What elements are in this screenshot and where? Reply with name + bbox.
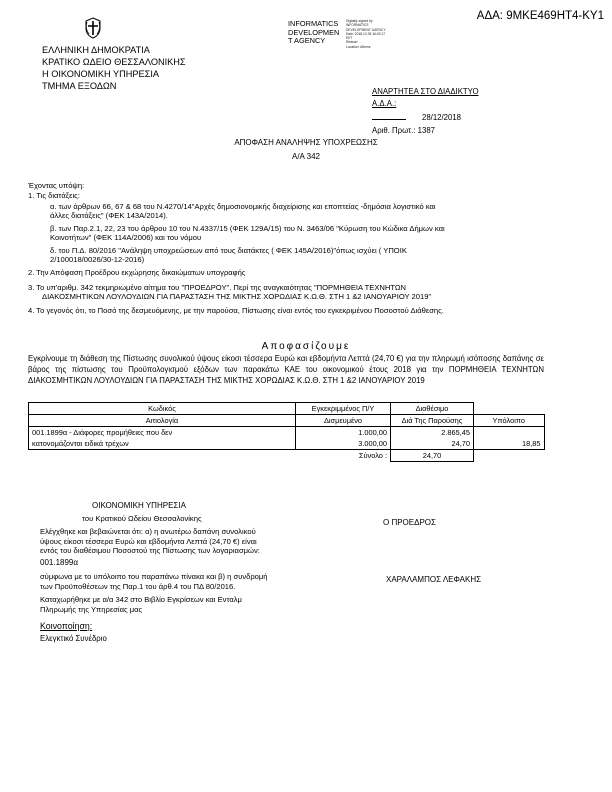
sum-label: Σύνολο :	[358, 451, 387, 460]
finance-account-code: 001.1899α	[40, 558, 78, 567]
credit-table	[28, 402, 545, 462]
header-through: Διά Της Παρούσης	[391, 415, 474, 427]
row-remaining: 18,85	[474, 427, 545, 450]
sum-value: 24,70	[391, 450, 474, 462]
header-code: Κωδικός	[29, 403, 296, 415]
ada-code-header: ΑΔΑ: 9ΜΚΕ469ΗΤ4-ΚΥ1	[476, 10, 604, 22]
row-available: 2.865,45	[441, 428, 470, 437]
posting-notice: ΑΝΑΡΤΗΤΕΑ ΣΤΟ ΔΙΑΔΙΚΤΥΟ	[372, 87, 479, 96]
finance-text-line: Ελέγχθηκε και βεβαιώνεται ότι: α) η ανωτέρω δαπάνη συνολικού	[40, 527, 256, 536]
table-row	[29, 427, 545, 450]
item-1c	[50, 246, 407, 265]
row-through: 24,70	[451, 439, 470, 448]
org-line: ΚΡΑΤΙΚΟ ΩΔΕΙΟ ΘΕΣΣΑΛΟΝΙΚΗΣ	[42, 57, 186, 67]
signature-line: Date: 2018.12.28 16:43:17	[346, 31, 386, 36]
finance-registration-text	[40, 595, 242, 614]
agency-line: INFORMATICS	[288, 19, 339, 28]
finance-text-line: ύψους είκοσι τέσσερα Ευρώ και εβδομήντα Λεπτά (24,70 €) είναι	[40, 536, 257, 546]
decide-text: Εγκρίνουμε τη διάθεση της Πίστωσης συνολικού ύψους είκοσι τέσσερα Ευρώ και εβδομήντα Λεπτά (24,70 €) για την πληρωμή ισόποσης δαπάνης σε βάρος της πίστωσης του Προϋπολογισμού εξόδων των παρακάτω ΚΑΕ του οικονομικού έτους 2018 για την ΠΟΡΜΗΘΕΙΑ ΤΕΧΝΗΤΩΝ ΔΙΑΚΟΣΜΗΤΙΚΩΝ ΛΟΥΛΟΥΔΙΩΝ ΓΙΑ ΠΑΡΑΣΤΑΣΗ ΤΗΣ ΜΙΚΤΗΣ ΧΟΡΩΔΙΑΣ Κ.Ω.Θ. ΣΤΗ 1 &2 ΙΑΝΟΥΑΡΙΟΥ 2019	[28, 354, 544, 385]
greek-coat-of-arms-icon	[84, 17, 102, 39]
header-reason: Αιτιολογία	[29, 415, 296, 427]
date-value: 28/12/2018	[422, 113, 462, 122]
org-line: ΕΛΛΗΝΙΚΗ ΔΗΜΟΚΡΑΤΙΑ	[42, 45, 150, 55]
agency-line: DEVELOPMEN	[288, 27, 340, 37]
signature-line: EET	[346, 36, 353, 41]
signing-agency	[288, 20, 339, 46]
signature-line: INFORMATICS	[346, 23, 369, 28]
signature-line: Reason:	[346, 40, 359, 45]
cc-item: Ελεγκτικό Συνέδριο	[40, 634, 107, 643]
row-available-through	[391, 427, 474, 450]
decision-title: ΑΠΟΦΑΣΗ ΑΝΑΛΗΨΗΣ ΥΠΟΧΡΕΩΣΗΣ	[234, 138, 378, 147]
item-4: 4. Το γεγονός ότι, το Ποσό της δεσμευόμενης, με την παρούσα, Πίστωσης είναι εντός του εγκεκριμένου Ποσοστού Διάθεσης.	[28, 306, 444, 315]
agency-line: T AGENCY	[288, 36, 326, 46]
item-1b-line: Κοινοτήτων" (ΦΕΚ 114Α/2006) και του νόμου	[50, 233, 202, 243]
item-1a-line: άλλες διατάξεις" (ΦΕΚ 143Α/2014).	[50, 211, 168, 221]
finance-check-text	[40, 527, 260, 556]
header-approved: Εγκεκριμμένος Π/Υ	[296, 403, 391, 415]
item-1-title: 1. Τις διατάξεις:	[28, 191, 80, 200]
decision-number: Α/Α 342	[291, 152, 321, 161]
item-3-line: ΔΙΑΚΟΣΜΗΤΙΚΩΝ ΛΟΥΛΟΥΔΙΩΝ ΓΙΑ ΠΑΡΑΣΤΑΣΗ ΤΗΣ ΜΙΚΤΗΣ ΧΟΡΩΔΙΑΣ Κ.Ω.Θ. ΣΤΗ 1 &2 ΙΑΝΟΥΑΡΙΟΥ 2019"	[42, 292, 432, 302]
document-date	[372, 113, 461, 122]
org-line: Η ΟΙΚΟΝΟΜΙΚΗ ΥΠΗΡΕΣΙΑ	[42, 69, 160, 79]
item-1c-line: δ. του Π.Δ. 80/2016 "Ανάληψη υποχρεώσεων από τους διατάκτες ( ΦΕΚ 145Α/2016)"όπως ισχύει ( ΥΠΟΙΚ	[50, 246, 407, 255]
finance-balance-text	[40, 572, 268, 591]
item-1b	[50, 224, 445, 243]
president-name: ΧΑΡΑΛΑΜΠΟΣ ΛΕΦΑΚΗΣ	[386, 575, 482, 584]
header-committed: Δισμευμένο	[296, 415, 391, 427]
finance-text-line: σύμφωνα με το υπόλοιπο του παραπάνω πίνακα και β) η συνδρομή	[40, 572, 268, 581]
digital-signature-details	[346, 19, 386, 49]
signature-line: Digitally signed by	[346, 19, 373, 23]
item-1a	[50, 202, 436, 221]
org-line: ΤΜΗΜΑ ΕΞΟΔΩΝ	[42, 81, 117, 91]
finance-text-line: Πληρωμής της Υπηρεσίας μας	[40, 604, 143, 614]
finance-text-line: εντός του διαθέσιμου Ποσοστού της Πίστωσης των λογαριασμών:	[40, 546, 260, 555]
table-header-row	[29, 415, 545, 427]
signature-line: DEVELOPMENT AGENCY	[346, 27, 386, 32]
table-header-row	[29, 403, 545, 415]
row-approved: 1.000,00	[358, 428, 387, 437]
table-sum-row	[29, 450, 545, 462]
item-3	[28, 283, 431, 302]
header-remaining: Υπόλοιπο	[474, 415, 545, 427]
header-empty	[474, 403, 545, 415]
item-2: 2. Την Απόφαση Προέδρου εκχώρησης δικαιώματων υπογραφής	[28, 268, 246, 277]
header-available: Διαθέσιμο	[391, 403, 474, 415]
finance-text-line: Καταχωρήθηκε με α/α 342 στο Βιβλίο Εγκρίσεων και Ενταλμ	[40, 595, 242, 604]
finance-title: ΟΙΚΟΝΟΜΙΚΗ ΥΠΗΡΕΣΙΑ	[92, 501, 186, 510]
item-1a-line: α. των άρθρων 66, 67 & 68 του Ν.4270/14"Αρχές δημοσιονομικής διαχείρισης και εποπτείας -δημόσια λογιστικό και	[50, 202, 436, 211]
considering-label: Έχοντας υπόψη:	[28, 181, 85, 190]
row-approved-committed	[296, 427, 391, 450]
row-code-desc	[29, 427, 296, 450]
row-committed: 3.000,00	[358, 439, 387, 448]
row-code: 001.1899α - Διάφορες προμήθειες που δεν	[32, 428, 173, 437]
president-title: Ο ΠΡΟΕΔΡΟΣ	[383, 518, 436, 527]
finance-subtitle: του Κρατικού Ωδείου Θεσσαλονίκης	[82, 514, 202, 523]
row-desc: κατονομάζονται ειδικά τρέχων	[32, 439, 129, 448]
cc-title: Κοινοποίηση:	[40, 621, 93, 631]
signature-line: Location: Athens	[346, 44, 371, 49]
item-3-line: 3. Το υπ'αριθμ. 342 τεκμηριωμένο αίτημα του "ΠΡΟΕΔΡΟΥ". Περί της αναγκαιότητας "ΠΟΡΜΗΘΕΙΑ ΤΕΧΝΗΤΩΝ	[28, 283, 407, 292]
ada-label: Α.Δ.Α.:	[372, 99, 397, 108]
item-1c-line: 2/100018/0026/30-12-2016)	[50, 255, 145, 265]
decide-title: Αποφασίζουμε	[261, 341, 351, 352]
finance-text-line: των Προϋποθέσεων της Παρ.1 του άρθ.4 του ΠΔ 80/2016.	[40, 581, 236, 591]
issuing-organization	[42, 44, 186, 92]
protocol-number: Αριθ. Πρωτ.: 1387	[372, 126, 436, 135]
item-1b-line: β. των Παρ.2.1, 22, 23 του άρθρου 10 του Ν.4337/15 (ΦΕΚ 129Α/15) του Ν. 3463/06 "Κύρωση του Κώδικα Δήμων και	[50, 224, 445, 233]
